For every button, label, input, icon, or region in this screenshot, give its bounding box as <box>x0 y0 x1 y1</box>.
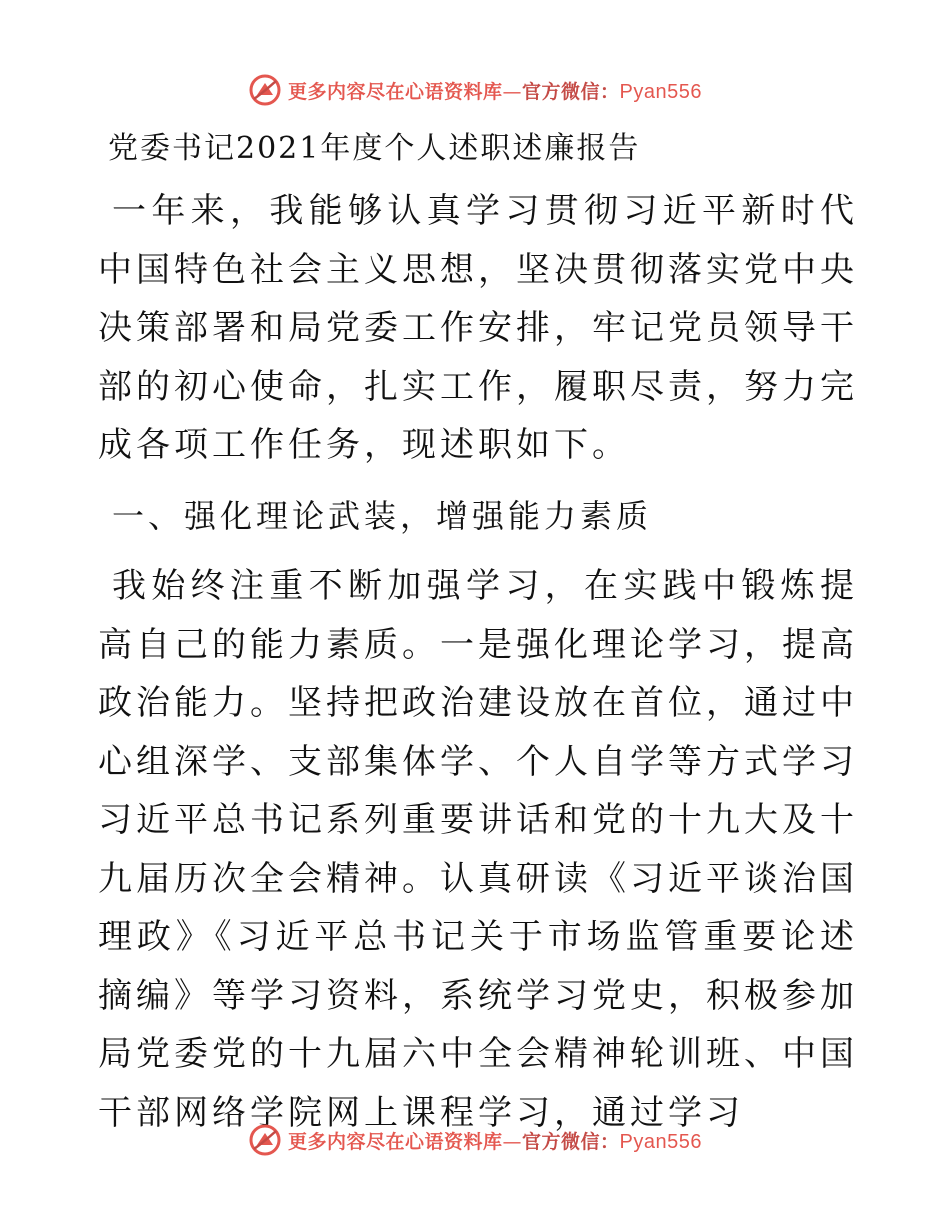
red-seal-logo-icon <box>248 73 282 107</box>
footer-watermark <box>0 1120 950 1160</box>
header-watermark <box>0 70 950 110</box>
document-title: 党委书记2021年度个人述职述廉报告 <box>108 131 641 166</box>
section-1-paragraph: 我始终注重不断加强学习，在实践中锻炼提高自己的能力素质。一是强化理论学习，提高政治能力。坚持把政治建设放在首位，通过中心组深学、支部集体学、个人自学等方式学习习近平总书记系列重要讲话和党的十九大及十九届历次全会精神。认真研读《习近平谈治国理政》《习近平总书记关于市场监管重要论述摘编》等学习资料，系统学习党史，积极参加局党委党的十九届六中全会精神轮训班、中国干部网络学院网上课程学习，通过学习 <box>98 566 858 1133</box>
document-body <box>98 122 858 1154</box>
section-heading-1: 一、强化理论武装，增强能力素质 <box>112 496 653 535</box>
watermark-text: 更多内容尽在心语资料库—官方微信：Pyan556 <box>288 1130 702 1153</box>
red-seal-logo-icon <box>248 1123 282 1157</box>
intro-paragraph: 一年来，我能够认真学习贯彻习近平新时代中国特色社会主义思想，坚决贯彻落实党中央决策部署和局党委工作安排，牢记党员领导干部的初心使命，扎实工作，履职尽责，努力完成各项工作任务，现述职如下。 <box>98 191 858 465</box>
watermark-text: 更多内容尽在心语资料库—官方微信：Pyan556 <box>288 80 702 103</box>
